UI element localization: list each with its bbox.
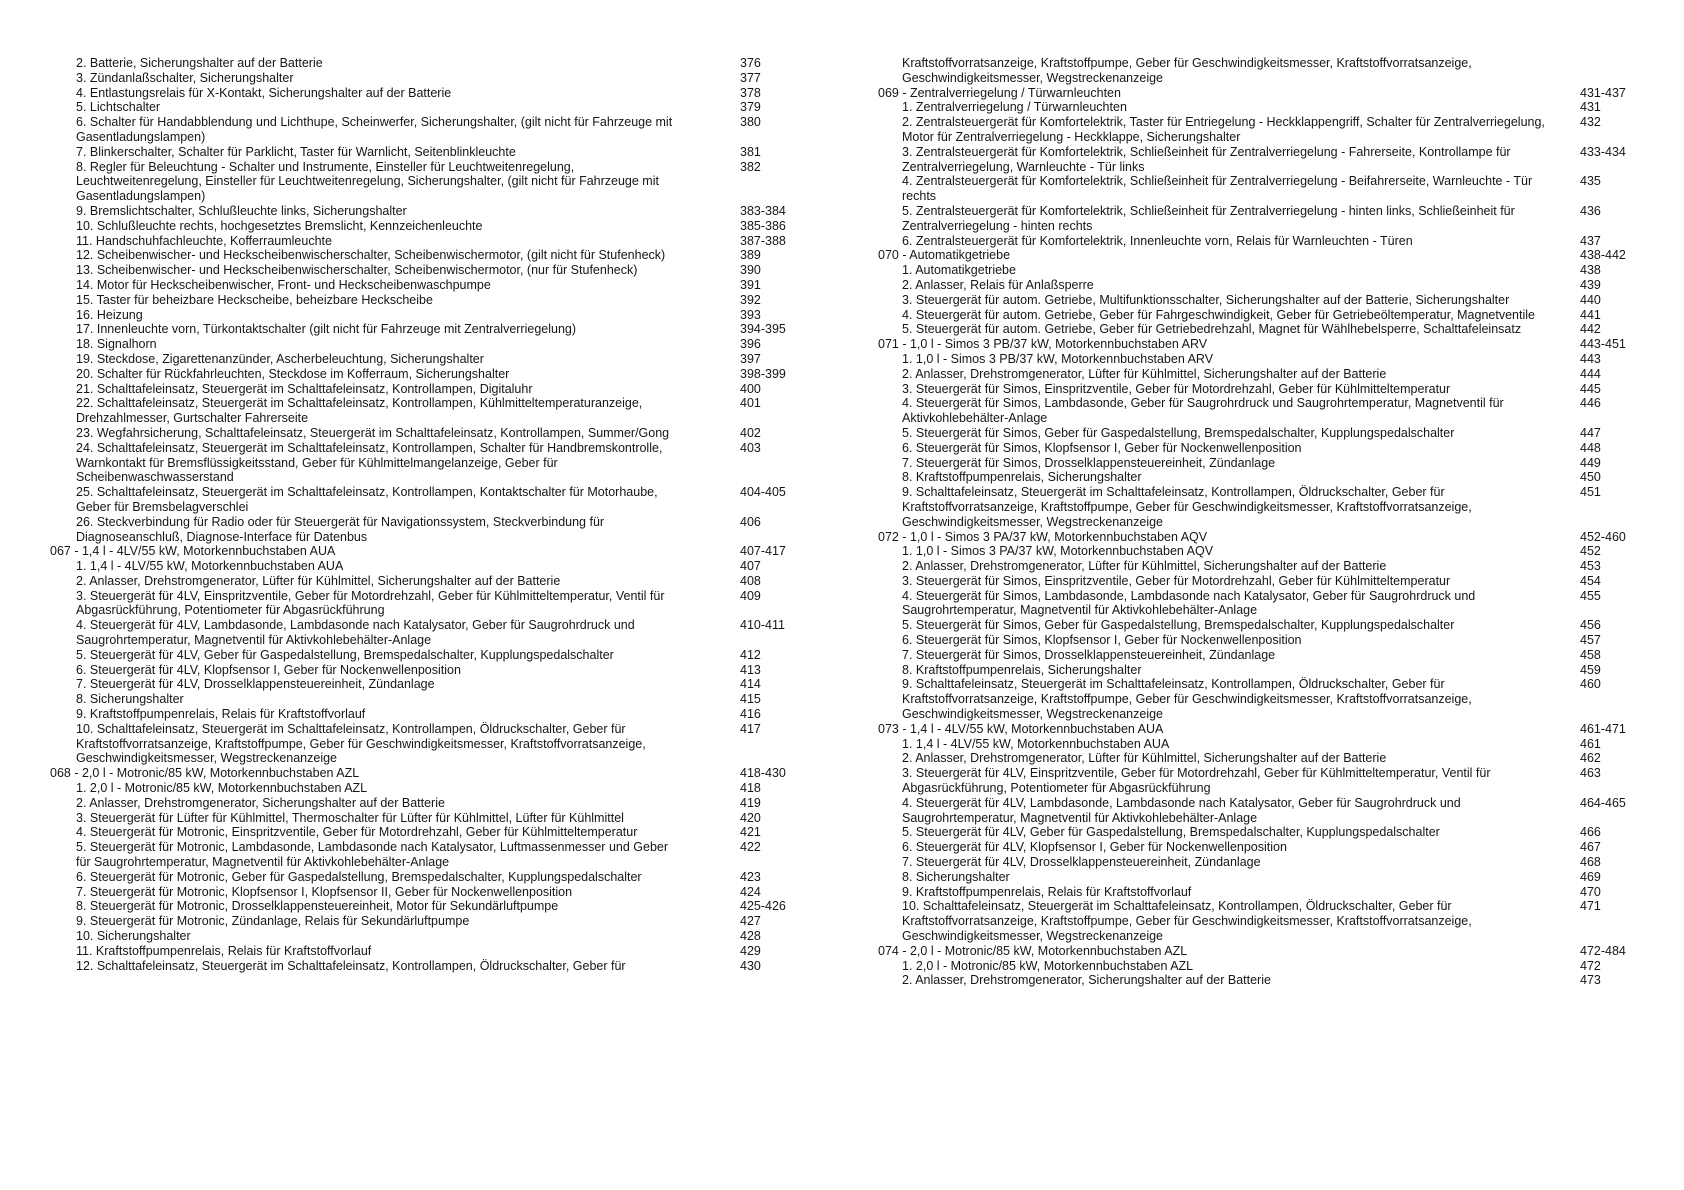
index-entry-row	[878, 485, 1626, 529]
entry-text: 2. Zentralsteuergerät für Komfortelektrik, Taster für Entriegelung - Heckklappengriff, Schalter für Zentralverriegelung, Motor für Zentralverriegelung - Heckklappe, Sicherungshalter	[902, 115, 1545, 144]
entry-text: 3. Steuergerät für Simos, Einspritzventile, Geber für Motordrehzahl, Geber für Kühlmitteltemperatur	[902, 381, 1451, 396]
entry-text: 10. Schalttafeleinsatz, Steuergerät im Schalttafeleinsatz, Kontrollampen, Öldruckschalter, Geber für Kraftstoffvorratsanzeige, Kraftstoffpumpe, Geber für Geschwindigkeitsmesser, Kraftstoffvorratsanzeige, Geschwindigkeitsmesser, Wegstreckenanzeige	[902, 899, 1472, 944]
entry-text: 11. Handschuhfachleuchte, Kofferraumleuchte	[76, 233, 332, 248]
entry-page-number: 406	[740, 514, 761, 529]
entry-text: 1. Zentralverriegelung / Türwarnleuchten	[902, 100, 1127, 115]
entry-page-number: 452-460	[1580, 529, 1626, 544]
entry-page-number: 392	[740, 292, 761, 307]
index-entry-row	[878, 559, 1626, 574]
entry-text: 3. Steuergerät für 4LV, Einspritzventile, Geber für Motordrehzahl, Geber für Kühlmitteltemperatur, Ventil für Abgasrückführung, Potentiometer für Abgasrückführung	[902, 766, 1491, 796]
index-entry-row	[50, 618, 786, 648]
entry-text: 10. Schalttafeleinsatz, Steuergerät im Schalttafeleinsatz, Kontrollampen, Öldruckschalter, Geber für Kraftstoffvorratsanzeige, Kraftstoffpumpe, Geber für Geschwindigkeitsmesser, Kraftstoffvorratsanzeige, Geschwindigkeitsmesser, Wegstreckenanzeige	[76, 721, 646, 766]
entry-page-number: 460	[1580, 677, 1601, 692]
entry-page-number: 443	[1580, 351, 1601, 366]
entry-page-number: 380	[740, 115, 761, 130]
entry-page-number: 416	[740, 707, 761, 722]
index-entry-row	[50, 796, 786, 811]
index-entry-row	[878, 470, 1626, 485]
entry-text: 5. Lichtschalter	[76, 100, 161, 115]
entry-page-number: 419	[740, 795, 761, 810]
entry-text: 4. Steuergerät für Motronic, Einspritzventile, Geber für Motordrehzahl, Geber für Kühlmitteltemperatur	[76, 825, 638, 840]
index-entry-row	[878, 263, 1626, 278]
entry-text: 12. Schalttafeleinsatz, Steuergerät im Schalttafeleinsatz, Kontrollampen, Öldruckschalter, Geber für	[76, 958, 626, 973]
entry-page-number: 377	[740, 70, 761, 85]
entry-page-number: 417	[740, 721, 761, 736]
entry-text: 8. Steuergerät für Motronic, Drosselklappensteuereinheit, Motor für Sekundärluftpumpe	[76, 899, 559, 914]
index-entry-row	[50, 722, 786, 766]
entry-text: 7. Steuergerät für Motronic, Klopfsensor I, Klopfsensor II, Geber für Nockenwellenposition	[76, 884, 573, 899]
entry-page-number: 443-451	[1580, 337, 1626, 352]
index-entry-row	[878, 840, 1626, 855]
section-heading-row	[50, 766, 786, 781]
index-entry-row	[50, 71, 786, 86]
index-entry-row	[50, 811, 786, 826]
entry-page-number: 418	[740, 781, 761, 796]
index-entry-row	[50, 677, 786, 692]
entry-page-number: 429	[740, 943, 761, 958]
entry-text: 5. Steuergerät für 4LV, Geber für Gaspedalstellung, Bremspedalschalter, Kupplungspedalschalter	[76, 647, 614, 662]
entry-text: 6. Zentralsteuergerät für Komfortelektrik, Innenleuchte vorn, Relais für Warnleuchten - Türen	[902, 233, 1413, 248]
index-entry-row	[50, 870, 786, 885]
entry-page-number: 451	[1580, 485, 1601, 500]
continuation-row	[878, 56, 1626, 86]
entry-text: 6. Schalter für Handabblendung und Lichthupe, Scheinwerfer, Sicherungshalter, (gilt nicht für Fahrzeuge mit Gasentladungslampen)	[76, 115, 673, 144]
entry-text: 7. Steuergerät für Simos, Drosselklappensteuereinheit, Zündanlage	[902, 647, 1276, 662]
index-entry-row	[50, 426, 786, 441]
entry-page-number: 432	[1580, 115, 1601, 130]
entry-page-number: 393	[740, 307, 761, 322]
entry-text: 9. Bremslichtschalter, Schlußleuchte links, Sicherungshalter	[76, 203, 407, 218]
entry-text: 2. Anlasser, Drehstromgenerator, Lüfter für Kühlmittel, Sicherungshalter auf der Batterie	[902, 366, 1387, 381]
entry-text: 10. Sicherungshalter	[76, 929, 191, 944]
entry-text: 5. Steuergerät für autom. Getriebe, Geber für Getriebedrehzahl, Magnet für Wählhebelsperre, Schalttafeleinsatz	[902, 322, 1522, 337]
index-entry-row	[878, 589, 1626, 619]
entry-text: 2. Anlasser, Drehstromgenerator, Lüfter für Kühlmittel, Sicherungshalter auf der Batterie	[902, 751, 1387, 766]
entry-text: 5. Steuergerät für Simos, Geber für Gaspedalstellung, Bremspedalschalter, Kupplungspedalschalter	[902, 425, 1455, 440]
section-heading-row	[878, 944, 1626, 959]
entry-page-number: 420	[740, 810, 761, 825]
entry-page-number: 390	[740, 263, 761, 278]
section-heading-row	[878, 530, 1626, 545]
entry-page-number: 398-399	[740, 366, 786, 381]
entry-page-number: 404-405	[740, 485, 786, 500]
entry-page-number: 454	[1580, 573, 1601, 588]
index-entry-row	[878, 885, 1626, 900]
entry-text: 2. Anlasser, Drehstromgenerator, Lüfter für Kühlmittel, Sicherungshalter auf der Batterie	[902, 559, 1387, 574]
section-heading-row	[878, 86, 1626, 101]
entry-page-number: 423	[740, 869, 761, 884]
index-entry-row	[50, 574, 786, 589]
entry-text: 22. Schalttafeleinsatz, Steuergerät im Schalttafeleinsatz, Kontrollampen, Kühlmitteltemperaturanzeige, Drehzahlmesser, Gurtschalter Fahrerseite	[76, 396, 643, 426]
index-entry-row	[50, 100, 786, 115]
entry-page-number: 408	[740, 573, 761, 588]
entry-text: 25. Schalttafeleinsatz, Steuergerät im Schalttafeleinsatz, Kontrollampen, Kontaktschalter für Motorhaube, Geber für Bremsbelagverschlei	[76, 485, 658, 514]
index-entry-row	[50, 929, 786, 944]
entry-page-number: 381	[740, 144, 761, 159]
index-entry-row	[50, 382, 786, 397]
entry-page-number: 438-442	[1580, 248, 1626, 263]
index-entry-row	[878, 115, 1626, 145]
index-entry-row	[878, 870, 1626, 885]
entry-page-number: 442	[1580, 322, 1601, 337]
index-entry-row	[50, 899, 786, 914]
index-entry-row	[878, 633, 1626, 648]
section-heading-row	[878, 337, 1626, 352]
entry-text: 24. Schalttafeleinsatz, Steuergerät im Schalttafeleinsatz, Kontrollampen, Schalter für Handbremskontrolle, Warnkontakt für Bremsflüssigkeitsstand, Geber für Kühlmittelmangelanzeige, Geber für Scheibenwaschwasserstand	[76, 440, 663, 485]
section-heading-text: 070 - Automatikgetriebe	[878, 248, 1011, 263]
entry-text: 1. 2,0 l - Motronic/85 kW, Motorkennbuchstaben AZL	[902, 958, 1194, 973]
index-entry-row	[878, 959, 1626, 974]
index-entry-row	[878, 618, 1626, 633]
index-entry-row	[878, 663, 1626, 678]
entry-page-number: 403	[740, 440, 761, 455]
index-entry-row	[878, 278, 1626, 293]
entry-text: 3. Steuergerät für Simos, Einspritzventile, Geber für Motordrehzahl, Geber für Kühlmitteltemperatur	[902, 573, 1451, 588]
entry-page-number: 437	[1580, 233, 1601, 248]
entry-page-number: 430	[740, 958, 761, 973]
entry-text: 3. Steuergerät für 4LV, Einspritzventile, Geber für Motordrehzahl, Geber für Kühlmitteltemperatur, Ventil für Abgasrückführung, Potentiometer für Abgasrückführung	[76, 588, 665, 618]
index-entry-row	[878, 322, 1626, 337]
entry-page-number: 418-430	[740, 766, 786, 781]
entry-page-number: 413	[740, 662, 761, 677]
entry-text: 7. Blinkerschalter, Schalter für Parklicht, Taster für Warnlicht, Seitenblinkleuchte	[76, 144, 516, 159]
index-entry-row	[50, 160, 786, 204]
entry-page-number: 439	[1580, 277, 1601, 292]
index-column-left	[50, 56, 786, 973]
entry-page-number: 453	[1580, 559, 1601, 574]
index-entry-row	[50, 648, 786, 663]
entry-page-number: 473	[1580, 973, 1601, 988]
index-entry-row	[878, 766, 1626, 796]
entry-page-number: 467	[1580, 840, 1601, 855]
index-entry-row	[878, 648, 1626, 663]
entry-page-number: 450	[1580, 470, 1601, 485]
entry-page-number: 402	[740, 425, 761, 440]
index-column-right	[878, 56, 1626, 988]
index-entry-row	[50, 959, 786, 974]
index-entry-row	[50, 485, 786, 515]
entry-text: 9. Schalttafeleinsatz, Steuergerät im Schalttafeleinsatz, Kontrollampen, Öldruckschalter, Geber für Kraftstoffvorratsanzeige, Kraftstoffpumpe, Geber für Geschwindigkeitsmesser, Kraftstoffvorratsanzeige, Geschwindigkeitsmesser, Wegstreckenanzeige	[902, 677, 1472, 722]
entry-text: 9. Kraftstoffpumpenrelais, Relais für Kraftstoffvorlauf	[902, 884, 1192, 899]
index-entry-row	[50, 234, 786, 249]
entry-page-number: 446	[1580, 396, 1601, 411]
index-entry-row	[50, 56, 786, 71]
entry-page-number: 376	[740, 56, 761, 70]
entry-text: 6. Steuergerät für Simos, Klopfsensor I, Geber für Nockenwellenposition	[902, 633, 1302, 648]
index-entry-row	[50, 352, 786, 367]
entry-page-number: 438	[1580, 263, 1601, 278]
entry-text: 3. Steuergerät für Lüfter für Kühlmittel, Thermoschalter für Lüfter für Kühlmittel, Lüfter für Kühlmittel	[76, 810, 624, 825]
index-entry-row	[50, 840, 786, 870]
section-heading-row	[50, 544, 786, 559]
entry-text: 5. Steuergerät für 4LV, Geber für Gaspedalstellung, Bremspedalschalter, Kupplungspedalschalter	[902, 825, 1440, 840]
index-entry-row	[50, 322, 786, 337]
entry-page-number: 424	[740, 884, 761, 899]
index-entry-row	[50, 944, 786, 959]
entry-text: 8. Kraftstoffpumpenrelais, Sicherungshalter	[902, 662, 1142, 677]
entry-text: 21. Schalttafeleinsatz, Steuergerät im Schalttafeleinsatz, Kontrollampen, Digitaluhr	[76, 381, 533, 396]
entry-text: 9. Kraftstoffpumpenrelais, Relais für Kraftstoffvorlauf	[76, 707, 366, 722]
entry-page-number: 425-426	[740, 899, 786, 914]
index-entry-row	[878, 396, 1626, 426]
index-entry-row	[878, 204, 1626, 234]
entry-text: 7. Steuergerät für 4LV, Drosselklappensteuereinheit, Zündanlage	[902, 855, 1261, 870]
entry-text: 1. 1,4 l - 4LV/55 kW, Motorkennbuchstaben AUA	[902, 736, 1170, 751]
entry-page-number: 412	[740, 647, 761, 662]
entry-text: 1. Automatikgetriebe	[902, 263, 1016, 278]
index-entry-row	[50, 293, 786, 308]
entry-page-number: 459	[1580, 662, 1601, 677]
entry-page-number: 428	[740, 929, 761, 944]
entry-page-number: 389	[740, 248, 761, 263]
entry-page-number: 466	[1580, 825, 1601, 840]
entry-text: 9. Steuergerät für Motronic, Zündanlage, Relais für Sekundärluftpumpe	[76, 914, 470, 929]
entry-text: 1. 1,0 l - Simos 3 PB/37 kW, Motorkennbuchstaben ARV	[902, 351, 1214, 366]
index-entry-row	[50, 559, 786, 574]
entry-text: 1. 1,0 l - Simos 3 PA/37 kW, Motorkennbuchstaben AQV	[902, 544, 1214, 559]
entry-page-number: 394-395	[740, 322, 786, 337]
index-entry-row	[50, 263, 786, 278]
index-entry-row	[50, 515, 786, 545]
entry-page-number: 456	[1580, 618, 1601, 633]
section-heading-text: 074 - 2,0 l - Motronic/85 kW, Motorkennbuchstaben AZL	[878, 943, 1188, 958]
section-heading-text: 067 - 1,4 l - 4LV/55 kW, Motorkennbuchstaben AUA	[50, 544, 336, 559]
index-entry-row	[50, 367, 786, 382]
index-entry-row	[878, 899, 1626, 943]
entry-text: 2. Batterie, Sicherungshalter auf der Batterie	[76, 56, 323, 70]
entry-text: 16. Heizung	[76, 307, 143, 322]
entry-text: 23. Wegfahrsicherung, Schalttafeleinsatz, Steuergerät im Schalttafeleinsatz, Kontrollampen, Summer/Gong	[76, 425, 670, 440]
entry-text: 7. Steuergerät für Simos, Drosselklappensteuereinheit, Zündanlage	[902, 455, 1276, 470]
index-entry-row	[878, 100, 1626, 115]
index-entry-row	[50, 337, 786, 352]
entry-text: 19. Steckdose, Zigarettenanzünder, Ascherbeleuchtung, Sicherungshalter	[76, 351, 484, 366]
entry-text: 4. Steuergerät für autom. Getriebe, Geber für Fahrgeschwindigkeit, Geber für Getriebeöltemperatur, Magnetventile	[902, 307, 1535, 322]
section-heading-text: 068 - 2,0 l - Motronic/85 kW, Motorkennbuchstaben AZL	[50, 766, 360, 781]
entry-page-number: 414	[740, 677, 761, 692]
index-entry-row	[878, 426, 1626, 441]
entry-page-number: 468	[1580, 855, 1601, 870]
entry-page-number: 407-417	[740, 544, 786, 559]
entry-page-number: 448	[1580, 440, 1601, 455]
entry-text: 3. Zentralsteuergerät für Komfortelektrik, Schließeinheit für Zentralverriegelung - Fahrerseite, Kontrollampe für Zentralverriegelung, Warnleuchte - Tür links	[902, 144, 1511, 174]
index-entry-row	[50, 825, 786, 840]
entry-text: 2. Anlasser, Drehstromgenerator, Sicherungshalter auf der Batterie	[902, 973, 1271, 988]
index-entry-row	[878, 855, 1626, 870]
entry-text: 8. Regler für Beleuchtung - Schalter und Instrumente, Einsteller für Leuchtweitenregelung, Leuchtweitenregelung, Einsteller für Leuchtweitenregelung, Sicherungshalter, (gilt nicht für Fahrzeuge mit Gasentladungslampen)	[76, 159, 659, 204]
entry-text: 18. Signalhorn	[76, 337, 157, 352]
entry-page-number: 472	[1580, 958, 1601, 973]
index-entry-row	[50, 589, 786, 619]
entry-text: 4. Steuergerät für 4LV, Lambdasonde, Lambdasonde nach Katalysator, Geber für Saugrohrdruck und Saugrohrtemperatur, Magnetventil für Aktivkohlebehälter-Anlage	[76, 618, 635, 648]
index-entry-row	[878, 145, 1626, 175]
index-entry-row	[50, 248, 786, 263]
index-entry-row	[878, 544, 1626, 559]
entry-page-number: 431	[1580, 100, 1601, 115]
index-entry-row	[878, 796, 1626, 826]
section-heading-row	[878, 722, 1626, 737]
index-entry-row	[50, 885, 786, 900]
entry-page-number: 471	[1580, 899, 1601, 914]
entry-page-number: 470	[1580, 884, 1601, 899]
entry-text: 7. Steuergerät für 4LV, Drosselklappensteuereinheit, Zündanlage	[76, 677, 435, 692]
entry-page-number: 445	[1580, 381, 1601, 396]
entry-page-number: 410-411	[740, 618, 785, 633]
entry-text: 3. Zündanlaßschalter, Sicherungshalter	[76, 70, 294, 85]
index-entry-row	[878, 234, 1626, 249]
entry-page-number: 436	[1580, 203, 1601, 218]
entry-page-number: 440	[1580, 292, 1601, 307]
index-entry-row	[50, 396, 786, 426]
entry-text: 8. Kraftstoffpumpenrelais, Sicherungshalter	[902, 470, 1142, 485]
entry-text: 26. Steckverbindung für Radio oder für Steuergerät für Navigationssystem, Steckverbindung für Diagnoseanschluß, Diagnose-Interface für Datenbus	[76, 514, 605, 544]
entry-text: 8. Sicherungshalter	[902, 869, 1010, 884]
entry-page-number: 431-437	[1580, 85, 1626, 100]
index-entry-row	[50, 219, 786, 234]
index-entry-row	[878, 973, 1626, 988]
entry-page-number: 461	[1580, 736, 1601, 751]
entry-page-number: 441	[1580, 307, 1601, 322]
section-heading-text: 069 - Zentralverriegelung / Türwarnleuchten	[878, 85, 1121, 100]
entry-page-number: 458	[1580, 647, 1601, 662]
entry-text: 5. Steuergerät für Motronic, Lambdasonde, Lambdasonde nach Katalysator, Luftmassenmesser und Geber für Saugrohrtemperatur, Magnetventil für Aktivkohlebehälter-Anlage	[76, 840, 669, 870]
section-heading-row	[878, 248, 1626, 263]
section-heading-text: 072 - 1,0 l - Simos 3 PA/37 kW, Motorkennbuchstaben AQV	[878, 529, 1208, 544]
entry-page-number: 397	[740, 351, 761, 366]
entry-page-number: 387-388	[740, 233, 786, 248]
entry-page-number: 449	[1580, 455, 1601, 470]
entry-text: 4. Steuergerät für 4LV, Lambdasonde, Lambdasonde nach Katalysator, Geber für Saugrohrdruck und Saugrohrtemperatur, Magnetventil für Aktivkohlebehälter-Anlage	[902, 795, 1461, 825]
entry-page-number: 472-484	[1580, 943, 1626, 958]
index-entry-row	[50, 204, 786, 219]
entry-page-number: 464-465	[1580, 795, 1626, 810]
entry-text: Kraftstoffvorratsanzeige, Kraftstoffpumpe, Geber für Geschwindigkeitsmesser, Kraftstoffvorratsanzeige, Geschwindigkeitsmesser, Wegstreckenanzeige	[902, 56, 1472, 85]
entry-page-number: 378	[740, 85, 761, 100]
entry-page-number: 421	[740, 825, 761, 840]
entry-text: 17. Innenleuchte vorn, Türkontaktschalter (gilt nicht für Fahrzeuge mit Zentralverriegelung)	[76, 322, 577, 337]
entry-page-number: 396	[740, 337, 761, 352]
entry-page-number: 391	[740, 277, 761, 292]
entry-text: 2. Anlasser, Drehstromgenerator, Sicherungshalter auf der Batterie	[76, 795, 445, 810]
entry-page-number: 463	[1580, 766, 1601, 781]
entry-page-number: 382	[740, 159, 761, 174]
index-entry-row	[878, 751, 1626, 766]
entry-text: 13. Scheibenwischer- und Heckscheibenwischerschalter, Scheibenwischermotor, (nur für Stufenheck)	[76, 263, 638, 278]
index-entry-row	[878, 352, 1626, 367]
entry-text: 6. Steuergerät für 4LV, Klopfsensor I, Geber für Nockenwellenposition	[902, 840, 1287, 855]
index-entry-row	[50, 781, 786, 796]
entry-text: 15. Taster für beheizbare Heckscheibe, beheizbare Heckscheibe	[76, 292, 433, 307]
entry-page-number: 447	[1580, 425, 1601, 440]
entry-text: 9. Schalttafeleinsatz, Steuergerät im Schalttafeleinsatz, Kontrollampen, Öldruckschalter, Geber für Kraftstoffvorratsanzeige, Kraftstoffpumpe, Geber für Geschwindigkeitsmesser, Kraftstoffvorratsanzeige, Geschwindigkeitsmesser, Wegstreckenanzeige	[902, 485, 1472, 529]
entry-page-number: 385-386	[740, 218, 786, 233]
entry-page-number: 433-434	[1580, 144, 1626, 159]
entry-text: 2. Anlasser, Relais für Anlaßsperre	[902, 277, 1094, 292]
entry-page-number: 435	[1580, 174, 1601, 189]
entry-page-number: 469	[1580, 869, 1601, 884]
index-entry-row	[878, 367, 1626, 382]
entry-text: 1. 1,4 l - 4LV/55 kW, Motorkennbuchstaben AUA	[76, 559, 344, 574]
entry-text: 10. Schlußleuchte rechts, hochgesetztes Bremslicht, Kennzeichenleuchte	[76, 218, 483, 233]
entry-text: 5. Steuergerät für Simos, Geber für Gaspedalstellung, Bremspedalschalter, Kupplungspedalschalter	[902, 618, 1455, 633]
entry-page-number: 455	[1580, 588, 1601, 603]
entry-text: 4. Steuergerät für Simos, Lambdasonde, Lambdasonde nach Katalysator, Geber für Saugrohrdruck und Saugrohrtemperatur, Magnetventil für Aktivkohlebehälter-Anlage	[902, 588, 1476, 618]
index-entry-row	[50, 278, 786, 293]
index-entry-row	[50, 308, 786, 323]
index-entry-row	[50, 145, 786, 160]
entry-page-number: 383-384	[740, 203, 786, 218]
entry-page-number: 379	[740, 100, 761, 115]
entry-text: 1. 2,0 l - Motronic/85 kW, Motorkennbuchstaben AZL	[76, 781, 368, 796]
entry-page-number: 409	[740, 588, 761, 603]
index-entry-row	[878, 441, 1626, 456]
entry-page-number: 444	[1580, 366, 1601, 381]
index-entry-row	[878, 825, 1626, 840]
entry-page-number: 415	[740, 692, 761, 707]
entry-text: 12. Scheibenwischer- und Heckscheibenwischerschalter, Scheibenwischermotor, (gilt nicht für Stufenheck)	[76, 248, 666, 263]
entry-text: 14. Motor für Heckscheibenwischer, Front- und Heckscheibenwaschpumpe	[76, 277, 491, 292]
entry-text: 6. Steuergerät für 4LV, Klopfsensor I, Geber für Nockenwellenposition	[76, 662, 461, 677]
index-entry-row	[878, 308, 1626, 323]
entry-text: 6. Steuergerät für Simos, Klopfsensor I, Geber für Nockenwellenposition	[902, 440, 1302, 455]
entry-text: 4. Steuergerät für Simos, Lambdasonde, Geber für Saugrohrdruck und Saugrohrtemperatur, Magnetventil für Aktivkohlebehälter-Anlage	[902, 396, 1504, 426]
entry-page-number: 427	[740, 914, 761, 929]
section-heading-text: 073 - 1,4 l - 4LV/55 kW, Motorkennbuchstaben AUA	[878, 721, 1164, 736]
index-entry-row	[878, 677, 1626, 721]
entry-text: 4. Entlastungsrelais für X-Kontakt, Sicherungshalter auf der Batterie	[76, 85, 452, 100]
entry-page-number: 452	[1580, 544, 1601, 559]
entry-text: 11. Kraftstoffpumpenrelais, Relais für Kraftstoffvorlauf	[76, 943, 372, 958]
index-entry-row	[878, 574, 1626, 589]
entry-page-number: 400	[740, 381, 761, 396]
index-entry-row	[50, 663, 786, 678]
index-entry-row	[878, 382, 1626, 397]
entry-text: 4. Zentralsteuergerät für Komfortelektrik, Schließeinheit für Zentralverriegelung - Beifahrerseite, Warnleuchte - Tür rechts	[902, 174, 1533, 204]
entry-page-number: 407	[740, 559, 761, 574]
entry-text: 3. Steuergerät für autom. Getriebe, Multifunktionsschalter, Sicherungshalter auf der Batterie, Sicherungshalter	[902, 292, 1510, 307]
index-entry-row	[878, 737, 1626, 752]
index-entry-row	[50, 707, 786, 722]
entry-text: 20. Schalter für Rückfahrleuchten, Steckdose im Kofferraum, Sicherungshalter	[76, 366, 510, 381]
entry-page-number: 461-471	[1580, 721, 1626, 736]
index-entry-row	[50, 692, 786, 707]
entry-page-number: 462	[1580, 751, 1601, 766]
entry-text: 2. Anlasser, Drehstromgenerator, Lüfter für Kühlmittel, Sicherungshalter auf der Batterie	[76, 573, 561, 588]
index-entry-row	[50, 115, 786, 145]
index-entry-row	[50, 914, 786, 929]
entry-page-number: 401	[740, 396, 761, 411]
index-entry-row	[878, 293, 1626, 308]
index-entry-row	[50, 441, 786, 485]
index-entry-row	[878, 174, 1626, 204]
entry-page-number: 457	[1580, 633, 1601, 648]
entry-text: 8. Sicherungshalter	[76, 692, 184, 707]
entry-page-number: 422	[740, 840, 761, 855]
index-entry-row	[50, 86, 786, 101]
section-heading-text: 071 - 1,0 l - Simos 3 PB/37 kW, Motorkennbuchstaben ARV	[878, 337, 1208, 352]
index-entry-row	[878, 456, 1626, 471]
entry-text: 5. Zentralsteuergerät für Komfortelektrik, Schließeinheit für Zentralverriegelung - hinten links, Schließeinheit für Zentralverriegelung - hinten rechts	[902, 203, 1515, 233]
entry-text: 6. Steuergerät für Motronic, Geber für Gaspedalstellung, Bremspedalschalter, Kupplungspedalschalter	[76, 869, 642, 884]
